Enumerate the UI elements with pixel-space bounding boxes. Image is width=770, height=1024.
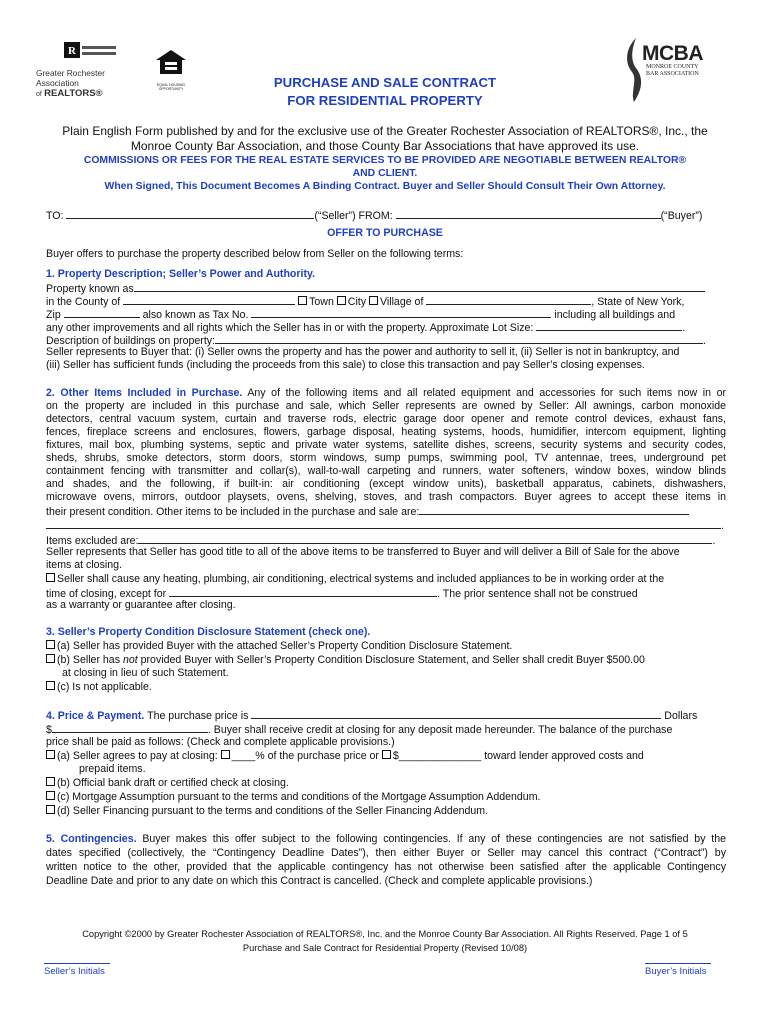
lot-size-line: any other improvements and all rights which the Seller has in or with the property. Approximate Lot Size: .	[46, 322, 686, 334]
property-known-as-line: Property known as	[46, 281, 726, 296]
town-checkbox[interactable]	[298, 296, 307, 305]
commission-notice: COMMISSIONS OR FEES FOR THE REAL ESTATE SERVICES TO BE PROVIDED ARE NEGOTIABLE BETWEEN REALTOR®	[83, 155, 687, 166]
seller-representation-1: Seller represents to Buyer that: (i) Seller owns the property and has the power and authority to sell it, (ii) Seller is not in bankruptcy, and	[46, 346, 680, 358]
intro-line-1: Plain English Form published by and for the exclusive use of the Greater Rochester Association of REALTORS®, Inc., the	[62, 124, 708, 138]
exceptions-field[interactable]	[169, 586, 437, 597]
offer-intro: Buyer offers to purchase the property described below from Seller on the following terms:	[46, 248, 464, 260]
price-amount-line: $ . Buyer shall receive credit at closing for any deposit made hereunder. The balance of the purchase	[46, 724, 673, 736]
payment-d-checkbox[interactable]	[46, 805, 55, 814]
disclosure-b-checkbox[interactable]	[46, 654, 55, 663]
payment-option-c: (c) Mortgage Assumption pursuant to the terms and conditions of the Mortgage Assumption Addendum.	[46, 791, 726, 804]
other-items-line: their present condition. Other items to be included in the purchase and sale are:	[46, 504, 726, 519]
purchase-price-words-field[interactable]	[251, 708, 661, 719]
binding-notice: When Signed, This Document Becomes A Binding Contract. Buyer and Seller Should Consult Their Own Attorney.	[104, 181, 666, 192]
commission-notice-2: AND CLIENT.	[352, 168, 418, 179]
tax-number-field[interactable]	[251, 307, 551, 318]
property-address-field[interactable]	[134, 281, 705, 292]
section-4-heading: 4. Price & Payment.	[46, 710, 145, 722]
payment-a-checkbox[interactable]	[46, 750, 55, 759]
section-2-text: and shades, and the following, if built-in: air conditioning (except window units), basketball apparatus, cabinets, dishwashers,	[46, 478, 726, 490]
warranty-line: as a warranty or guarantee after closing.	[46, 599, 236, 611]
section-5-heading: 5. Contingencies.	[46, 833, 137, 845]
county-field[interactable]	[123, 294, 295, 305]
offer-heading: OFFER TO PURCHASE	[327, 227, 443, 239]
buildings-description-field[interactable]	[215, 333, 703, 344]
intro-line-2: Monroe County Bar Association, and those County Bar Associations that have approved its use.	[130, 139, 640, 153]
title-representation-2: items at closing.	[46, 559, 122, 571]
section-2-heading: 2. Other Items Included in Purchase.	[46, 387, 243, 399]
copyright: Copyright ©2000 by Greater Rochester Association of REALTORS®, Inc. and the Monroe County Bar Association. All Rights Reserved. Page 1 of 5	[82, 929, 688, 939]
buildings-line: Description of buildings on property: .	[46, 335, 706, 347]
disclosure-c-checkbox[interactable]	[46, 681, 55, 690]
county-line: in the County of Town City Village of , State of New York,	[46, 296, 685, 308]
section-3-heading: 3. Seller’s Property Condition Disclosure Statement (check one).	[46, 626, 371, 638]
section-2-text: fixtures, mail box, plumbing systems, septic and private water systems, satellite dishes, screens, security systems and security codes,	[46, 439, 726, 451]
payment-option-b: (b) Official bank draft or certified check at closing.	[46, 777, 726, 790]
seller-initials-label: Seller’s Initials	[44, 966, 105, 977]
working-order-checkbox[interactable]	[46, 573, 55, 582]
lot-size-field[interactable]	[536, 320, 682, 331]
section-2-text: microwave ovens, mirrors, outdoor playsets, ovens, shelving, stoves, and trash compactors. Buyer agrees to accept these items in	[46, 491, 726, 503]
buyer-initials-label: Buyer’s Initials	[645, 966, 707, 977]
price-line: 4. Price & Payment. The purchase price is Dollars	[46, 710, 698, 722]
dollar-amount-checkbox[interactable]	[382, 750, 391, 759]
disclosure-option-b: (b) Seller has not provided Buyer with Seller’s Property Condition Disclosure Statement, and Seller shall credit Buyer $500.00	[46, 654, 726, 667]
section-5-text: dates specified (collectively, the “Contingency Deadline Dates”), then either Buyer or Seller may cancel this contract (“Contract”) by	[46, 847, 726, 859]
seller-name-field[interactable]	[66, 208, 314, 219]
percent-checkbox[interactable]	[221, 750, 230, 759]
section-5-text-last: Deadline Date and prior to any date on which this Contract is cancelled. (Check and complete applicable provisions.)	[46, 875, 593, 887]
equal-housing-logo: EQUAL HOUSING OPPORTUNITY	[152, 48, 190, 92]
section-5-text: written notice to the other, provided that the applicable contingency has not otherwise been satisfied after the applicable Contingency	[46, 861, 726, 873]
payment-instructions: price shall be paid as follows: (Check and complete applicable provisions.)	[46, 736, 395, 748]
payment-c-checkbox[interactable]	[46, 791, 55, 800]
svg-text:R: R	[68, 45, 76, 57]
section-5-line-1: 5. Contingencies. Buyer makes this offer subject to the following contingencies. If any of these contingencies are not satisfied by the	[46, 833, 726, 845]
payment-option-a: (a) Seller agrees to pay at closing: ____% of the purchase price or $______________ toward lender approved costs and	[46, 750, 726, 763]
zip-field[interactable]	[64, 307, 140, 318]
revision-note: Purchase and Sale Contract for Residential Property (Revised 10/08)	[242, 943, 528, 953]
buyer-name-field[interactable]	[396, 208, 661, 219]
document-subtitle: FOR RESIDENTIAL PROPERTY	[287, 93, 483, 108]
payment-option-d: (d) Seller Financing pursuant to the terms and conditions of the Seller Financing Addendum.	[46, 805, 726, 818]
items-excluded-line: Items excluded are: .	[46, 535, 716, 547]
other-items-field[interactable]	[419, 504, 689, 515]
disclosure-option-b-cont: at closing in lieu of such Statement.	[62, 667, 229, 679]
section-2-text: sheds, shrubs, smoke detectors, storm doors, storm windows, sump pumps, swimming pool, TV antennae, trees, underground pet	[46, 452, 726, 464]
disclosure-a-checkbox[interactable]	[46, 640, 55, 649]
village-checkbox[interactable]	[369, 296, 378, 305]
purchase-price-amount-field[interactable]	[52, 722, 208, 733]
mcba-logo: MCBA MONROE COUNTY BAR ASSOCIATION	[622, 34, 722, 104]
section-2-text: detectors, central vacuum system, curtain and traverse rods, electric garage door opener and remote control devices, exhaust fans,	[46, 413, 726, 425]
disclosure-option-a: (a) Seller has provided Buyer with the attached Seller’s Property Condition Disclosure Statement.	[46, 640, 726, 653]
section-2-text: containment fencing with transmitter and collar(s), wall-to-wall carpeting and runners, water softeners, window boxes, window blinds	[46, 465, 726, 477]
except-for-line: time of closing, except for . The prior sentence shall not be construed	[46, 588, 638, 600]
realtor-association-name: Greater Rochester Association of REALTORS®	[36, 68, 105, 99]
to-from-line: TO: (“Seller”) FROM: (“Buyer”)	[46, 210, 703, 222]
title-representation: Seller represents that Seller has good title to all of the above items to be transferred to Buyer and will deliver a Bill of Sale for the above	[46, 546, 680, 558]
city-checkbox[interactable]	[337, 296, 346, 305]
section-2-text: fences, fireplace screens and enclosures, flowers, garbage disposal, heating systems, hoods, humidifier, intercom equipment, lighting	[46, 426, 726, 438]
payment-b-checkbox[interactable]	[46, 777, 55, 786]
other-items-field-2[interactable]	[46, 518, 721, 529]
section-2-line-1: 2. Other Items Included in Purchase. Any of the following items and all related equipment and accessories for such items now in or	[46, 387, 727, 399]
seller-representation-2: (iii) Seller has sufficient funds (including the proceeds from this sale) to close this transaction and pay Seller’s closing expenses.	[46, 359, 645, 371]
payment-option-a-cont: prepaid items.	[79, 763, 146, 775]
document-title: PURCHASE AND SALE CONTRACT	[273, 75, 497, 90]
municipality-field[interactable]	[426, 294, 591, 305]
seller-initials-line[interactable]	[44, 963, 110, 964]
section-2-text: on the property are included in this purchase and sale, which Seller represents are owned by Seller: All awnings, carbon monoxide	[46, 400, 726, 412]
zip-tax-line: Zip also known as Tax No. including all buildings and	[46, 309, 676, 321]
disclosure-option-c: (c) Is not applicable.	[46, 681, 726, 694]
buyer-initials-line[interactable]	[645, 963, 711, 964]
working-order-line: Seller shall cause any heating, plumbing, air conditioning, electrical systems and included appliances to be in working order at the	[46, 573, 726, 586]
section-1-heading: 1. Property Description; Seller’s Power and Authority.	[46, 268, 316, 280]
items-excluded-field[interactable]	[138, 533, 712, 544]
other-items-continued: .	[46, 518, 726, 533]
